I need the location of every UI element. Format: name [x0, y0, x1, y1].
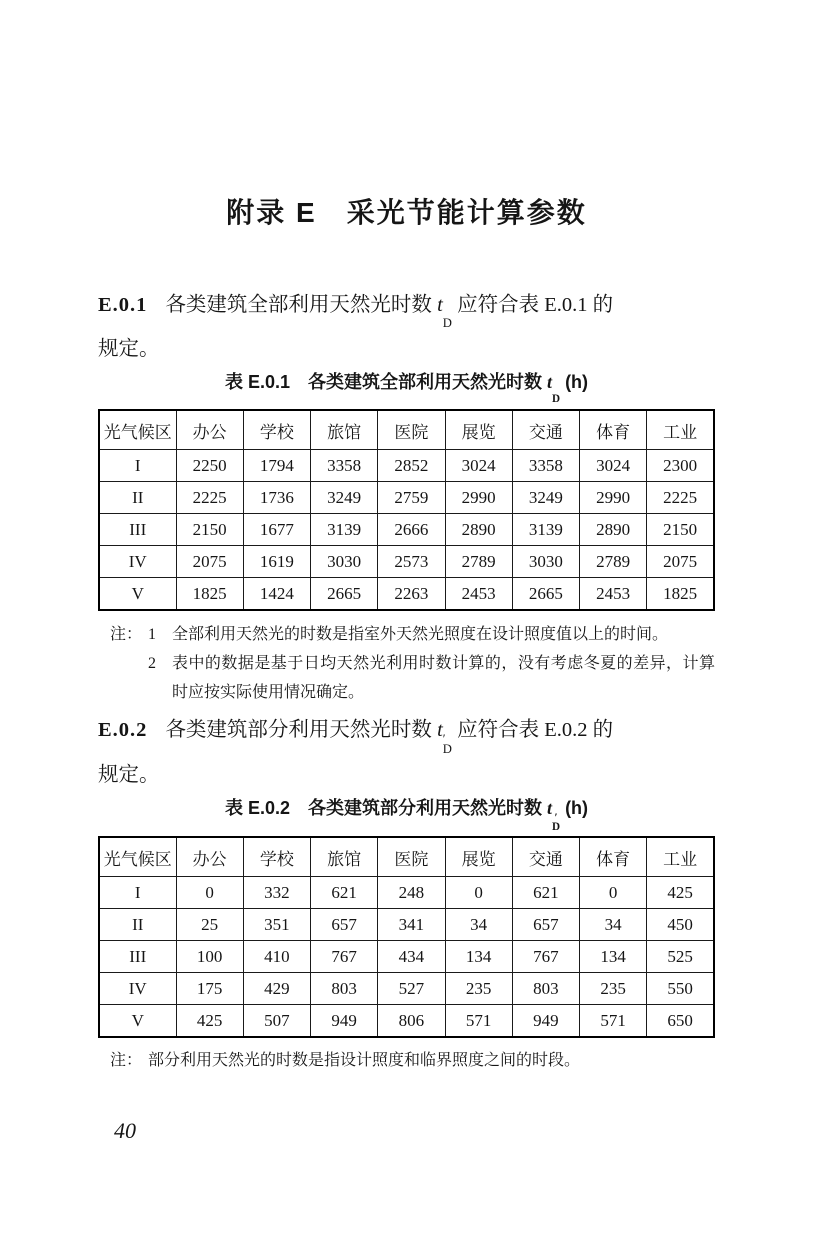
clause-e02-line2: 规定。 — [98, 764, 160, 787]
header-cell: 体育 — [580, 837, 647, 877]
value-cell: 351 — [243, 909, 310, 941]
value-cell: 2250 — [176, 450, 243, 482]
symbol-prime: ′ — [442, 732, 446, 747]
value-cell: 2665 — [311, 578, 378, 611]
value-cell: 434 — [378, 941, 445, 973]
note-row-1 — [110, 620, 715, 649]
value-cell: 235 — [580, 973, 647, 1005]
clause-e01-text-pre: 各类建筑全部利用天然光时数 — [165, 294, 438, 316]
header-cell: 医院 — [378, 837, 445, 877]
clause-e01 — [98, 284, 715, 370]
value-cell: 0 — [445, 877, 512, 909]
clause-e02-line1 — [98, 709, 715, 757]
note-marker: 注： — [110, 626, 143, 644]
value-cell: 803 — [311, 973, 378, 1005]
value-cell: 2789 — [445, 546, 512, 578]
value-cell: 803 — [512, 973, 579, 1005]
symbol-subscript: D — [442, 315, 452, 330]
table-row — [99, 578, 714, 611]
value-cell: 949 — [512, 1005, 579, 1038]
value-cell: 235 — [445, 973, 512, 1005]
value-cell: 3139 — [311, 514, 378, 546]
value-cell: 657 — [311, 909, 378, 941]
table-e01 — [98, 409, 715, 611]
table-e02-caption-text: 表 E.0.2 各类建筑部分利用天然光时数 — [224, 798, 547, 819]
value-cell: 767 — [311, 941, 378, 973]
value-cell: 3024 — [580, 450, 647, 482]
value-cell: 2573 — [378, 546, 445, 578]
table-e01-caption-unit: (h) — [560, 372, 589, 393]
value-cell: 806 — [378, 1005, 445, 1038]
value-cell: 1825 — [647, 578, 714, 611]
zone-cell: III — [99, 514, 176, 546]
clause-e01-line1 — [98, 284, 715, 328]
value-cell: 34 — [580, 909, 647, 941]
note-number: 2 — [148, 655, 156, 673]
table-e01-notes — [110, 620, 715, 707]
value-cell: 949 — [311, 1005, 378, 1038]
table-row — [99, 909, 714, 941]
zone-cell: I — [99, 877, 176, 909]
value-cell: 1825 — [176, 578, 243, 611]
value-cell: 2453 — [580, 578, 647, 611]
table-row — [99, 514, 714, 546]
value-cell: 248 — [378, 877, 445, 909]
note-text: 部分利用天然光的时数是指设计照度和临界照度之间的时段。 — [148, 1052, 581, 1070]
value-cell: 1619 — [243, 546, 310, 578]
symbol-t-prime-sub-d — [437, 719, 452, 757]
zone-cell: V — [99, 578, 176, 611]
clause-e02-text-pre: 各类建筑部分利用天然光时数 — [165, 719, 438, 742]
header-cell: 办公 — [176, 837, 243, 877]
note-text: 全部利用天然光的时数是指室外天然光照度在设计照度值以上的时间。 — [172, 626, 669, 644]
note-number: 1 — [148, 626, 156, 644]
header-cell: 体育 — [580, 410, 647, 450]
value-cell: 3030 — [512, 546, 579, 578]
value-cell: 571 — [445, 1005, 512, 1038]
value-cell: 450 — [647, 909, 714, 941]
value-cell: 0 — [176, 877, 243, 909]
header-cell: 旅馆 — [311, 837, 378, 877]
symbol-t-sub-d — [546, 372, 561, 406]
header-cell: 医院 — [378, 410, 445, 450]
appendix-title: 附录 E 采光节能计算参数 — [226, 197, 587, 228]
table-e02-caption-unit: (h) — [560, 798, 589, 819]
zone-cell: III — [99, 941, 176, 973]
symbol-base: t — [546, 372, 552, 393]
table-e02 — [98, 836, 715, 1038]
value-cell: 507 — [243, 1005, 310, 1038]
header-cell: 交通 — [512, 837, 579, 877]
header-cell: 光气候区 — [99, 837, 176, 877]
value-cell: 3249 — [512, 482, 579, 514]
value-cell: 1424 — [243, 578, 310, 611]
value-cell: 2075 — [176, 546, 243, 578]
value-cell: 175 — [176, 973, 243, 1005]
table-row — [99, 1005, 714, 1038]
value-cell: 3030 — [311, 546, 378, 578]
table-e02-note — [110, 1050, 715, 1072]
value-cell: 1677 — [243, 514, 310, 546]
header-cell: 光气候区 — [99, 410, 176, 450]
value-cell: 2990 — [445, 482, 512, 514]
value-cell: 3358 — [311, 450, 378, 482]
table-row — [99, 482, 714, 514]
zone-cell: I — [99, 450, 176, 482]
header-cell: 旅馆 — [311, 410, 378, 450]
value-cell: 2789 — [580, 546, 647, 578]
value-cell: 2852 — [378, 450, 445, 482]
value-cell: 2890 — [445, 514, 512, 546]
table-row — [99, 877, 714, 909]
value-cell: 429 — [243, 973, 310, 1005]
value-cell: 2300 — [647, 450, 714, 482]
table-header-row — [99, 410, 714, 450]
header-cell: 工业 — [647, 410, 714, 450]
value-cell: 2759 — [378, 482, 445, 514]
note-text: 表中的数据是基于日均天然光利用时数计算的，没有考虑冬夏的差异，计算时应按实际使用情况确定。 — [172, 655, 715, 702]
value-cell: 332 — [243, 877, 310, 909]
symbol-base: t — [546, 798, 552, 819]
value-cell: 2666 — [378, 514, 445, 546]
table-row — [99, 973, 714, 1005]
symbol-t-sub-d — [437, 294, 452, 330]
value-cell: 3249 — [311, 482, 378, 514]
value-cell: 3139 — [512, 514, 579, 546]
zone-cell: II — [99, 482, 176, 514]
value-cell: 2665 — [512, 578, 579, 611]
value-cell: 425 — [176, 1005, 243, 1038]
value-cell: 525 — [647, 941, 714, 973]
header-cell: 展览 — [445, 837, 512, 877]
clause-e01-text-post: 应符合表 E.0.1 的 — [451, 294, 614, 316]
value-cell: 3358 — [512, 450, 579, 482]
value-cell: 2990 — [580, 482, 647, 514]
value-cell: 571 — [580, 1005, 647, 1038]
value-cell: 527 — [378, 973, 445, 1005]
clause-e01-line2: 规定。 — [98, 338, 160, 361]
symbol-base: t — [437, 294, 443, 316]
value-cell: 2150 — [176, 514, 243, 546]
note-marker-spacer — [110, 649, 148, 707]
value-cell: 2263 — [378, 578, 445, 611]
zone-cell: IV — [99, 973, 176, 1005]
table-e02-caption — [98, 796, 715, 833]
header-cell: 学校 — [243, 410, 310, 450]
header-cell: 展览 — [445, 410, 512, 450]
value-cell: 34 — [445, 909, 512, 941]
symbol-base: t — [437, 719, 443, 742]
value-cell: 650 — [647, 1005, 714, 1038]
header-cell: 交通 — [512, 410, 579, 450]
page-number: 40 — [114, 1118, 136, 1143]
value-cell: 1736 — [243, 482, 310, 514]
table-row — [99, 546, 714, 578]
zone-cell: V — [99, 1005, 176, 1038]
table-row — [99, 450, 714, 482]
symbol-t-prime-sub-d — [546, 798, 561, 833]
value-cell: 100 — [176, 941, 243, 973]
clause-e02-label: E.0.2 — [98, 719, 148, 742]
value-cell: 25 — [176, 909, 243, 941]
value-cell: 134 — [580, 941, 647, 973]
value-cell: 767 — [512, 941, 579, 973]
value-cell: 621 — [311, 877, 378, 909]
value-cell: 425 — [647, 877, 714, 909]
clause-e01-label: E.0.1 — [98, 294, 148, 316]
clause-e02-text-post: 应符合表 E.0.2 的 — [451, 719, 614, 742]
header-cell: 办公 — [176, 410, 243, 450]
value-cell: 2150 — [647, 514, 714, 546]
zone-cell: II — [99, 909, 176, 941]
value-cell: 2890 — [580, 514, 647, 546]
table-row — [99, 941, 714, 973]
symbol-prime: ′ — [554, 811, 558, 824]
value-cell: 657 — [512, 909, 579, 941]
value-cell: 1794 — [243, 450, 310, 482]
value-cell: 3024 — [445, 450, 512, 482]
value-cell: 2225 — [647, 482, 714, 514]
symbol-subscript: D — [552, 393, 561, 406]
value-cell: 134 — [445, 941, 512, 973]
table-e01-caption — [98, 370, 715, 406]
zone-cell: IV — [99, 546, 176, 578]
value-cell: 550 — [647, 973, 714, 1005]
value-cell: 0 — [580, 877, 647, 909]
value-cell: 2225 — [176, 482, 243, 514]
header-cell: 工业 — [647, 837, 714, 877]
table-header-row — [99, 837, 714, 877]
value-cell: 2075 — [647, 546, 714, 578]
note-marker: 注： — [110, 1052, 143, 1070]
value-cell: 2453 — [445, 578, 512, 611]
header-cell: 学校 — [243, 837, 310, 877]
symbol-subscript: D — [442, 742, 452, 757]
symbol-subscript: D — [552, 820, 561, 833]
table-e01-caption-text: 表 E.0.1 各类建筑全部利用天然光时数 — [224, 372, 547, 393]
note-row-2 — [110, 649, 715, 707]
value-cell: 410 — [243, 941, 310, 973]
value-cell: 621 — [512, 877, 579, 909]
clause-e02 — [98, 709, 715, 796]
value-cell: 341 — [378, 909, 445, 941]
